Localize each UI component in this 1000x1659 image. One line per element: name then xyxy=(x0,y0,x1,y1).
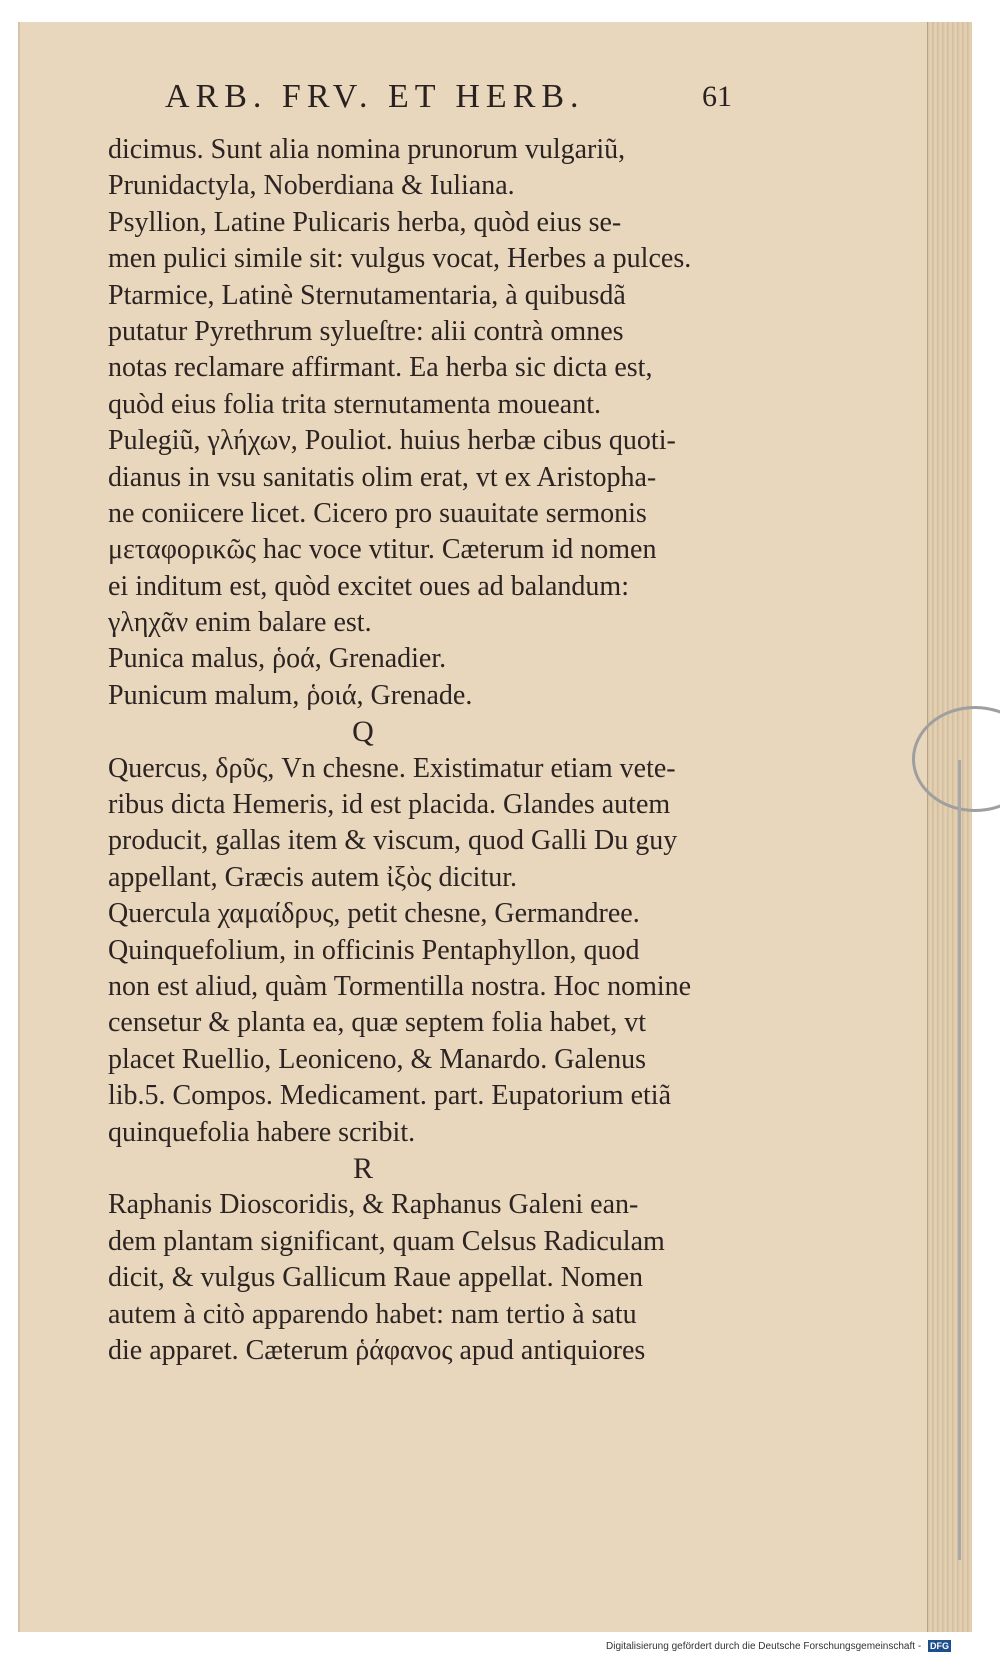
text-line: Quercus, δρῦς, Vn chesne. Existimatur etiam vete- xyxy=(108,752,676,784)
text-line: appellant, Græcis autem ἰξὸς dicitur. xyxy=(108,861,518,893)
text-line: Raphanis Dioscoridis, & Raphanus Galeni ean- xyxy=(108,1189,639,1221)
body-text xyxy=(108,132,758,1369)
text-line: producit, gallas item & viscum, quod Galli Du guy xyxy=(108,825,678,857)
text-line: ei inditum est, quòd excitet oues ad balandum: xyxy=(108,570,629,602)
text-line: dem plantam significant, quam Celsus Radiculam xyxy=(108,1225,665,1257)
bookmark-ribbon xyxy=(958,760,961,1560)
credit-text: Digitalisierung gefördert durch die Deutsche Forschungsgemeinschaft - xyxy=(606,1641,922,1652)
text-line: censetur & planta ea, quæ septem folia habet, vt xyxy=(108,1007,647,1039)
page-edges xyxy=(927,22,972,1632)
text-line: Punicum malum, ῥοιά, Grenade. xyxy=(108,679,473,711)
text-line: lib.5. Compos. Medicament. part. Eupatorium etiã xyxy=(108,1080,671,1112)
section-heading-r: R xyxy=(352,1151,373,1185)
section-heading-q: Q xyxy=(352,715,374,749)
text-line: γληχᾶν enim balare est. xyxy=(108,607,372,639)
text-line: dicit, & vulgus Gallicum Raue appellat. Nomen xyxy=(108,1262,643,1294)
text-line: Quercula χαμαίδρυς, petit chesne, Germandree. xyxy=(108,898,640,930)
text-line: Pulegiũ, γλήχων, Pouliot. huius herbæ cibus quoti- xyxy=(108,425,676,457)
text-line: dicimus. Sunt alia nomina prunorum vulgariũ, xyxy=(108,134,626,165)
digitization-credit xyxy=(606,1640,951,1652)
running-head: ARB. FRV. ET HERB. xyxy=(165,78,585,115)
text-line: Psyllion, Latine Pulicaris herba, quòd eius se- xyxy=(108,206,622,238)
text-line: die apparet. Cæterum ῥάφανος apud antiquiores xyxy=(108,1334,646,1366)
text-line: placet Ruellio, Leoniceno, & Manardo. Galenus xyxy=(108,1043,647,1075)
dfg-logo: DFG xyxy=(929,1641,949,1651)
text-line: quinquefolia habere scribit. xyxy=(108,1116,416,1148)
text-line: notas reclamare affirmant. Ea herba sic dicta est, xyxy=(108,352,653,384)
text-line: autem à citò apparendo habet: nam tertio à satu xyxy=(108,1298,637,1330)
page-number: 61 xyxy=(702,80,732,113)
text-line: dianus in vsu sanitatis olim erat, vt ex Aristopha- xyxy=(108,461,657,493)
text-line: quòd eius folia trita sternutamenta moueant. xyxy=(108,388,601,420)
text-line: ne coniicere licet. Cicero pro suauitate sermonis xyxy=(108,497,647,529)
text-line: μεταφορικῶς hac voce vtitur. Cæterum id nomen xyxy=(108,534,657,566)
text-line: Punica malus, ῥοά, Grenadier. xyxy=(108,643,447,675)
text-line: ribus dicta Hemeris, id est placida. Glandes autem xyxy=(108,789,671,821)
text-line: Prunidactyla, Noberdiana & Iuliana. xyxy=(108,170,515,202)
text-line: Ptarmice, Latinè Sternutamentaria, à quibusdã xyxy=(108,279,626,311)
text-line: Quinquefolium, in officinis Pentaphyllon, quod xyxy=(108,934,640,966)
text-line: men pulici simile sit: vulgus vocat, Herbes a pulces. xyxy=(108,243,692,275)
text-line: non est aliud, quàm Tormentilla nostra. Hoc nomine xyxy=(108,970,692,1002)
text-line: putatur Pyrethrum sylueſtre: alii contrà omnes xyxy=(108,315,624,347)
